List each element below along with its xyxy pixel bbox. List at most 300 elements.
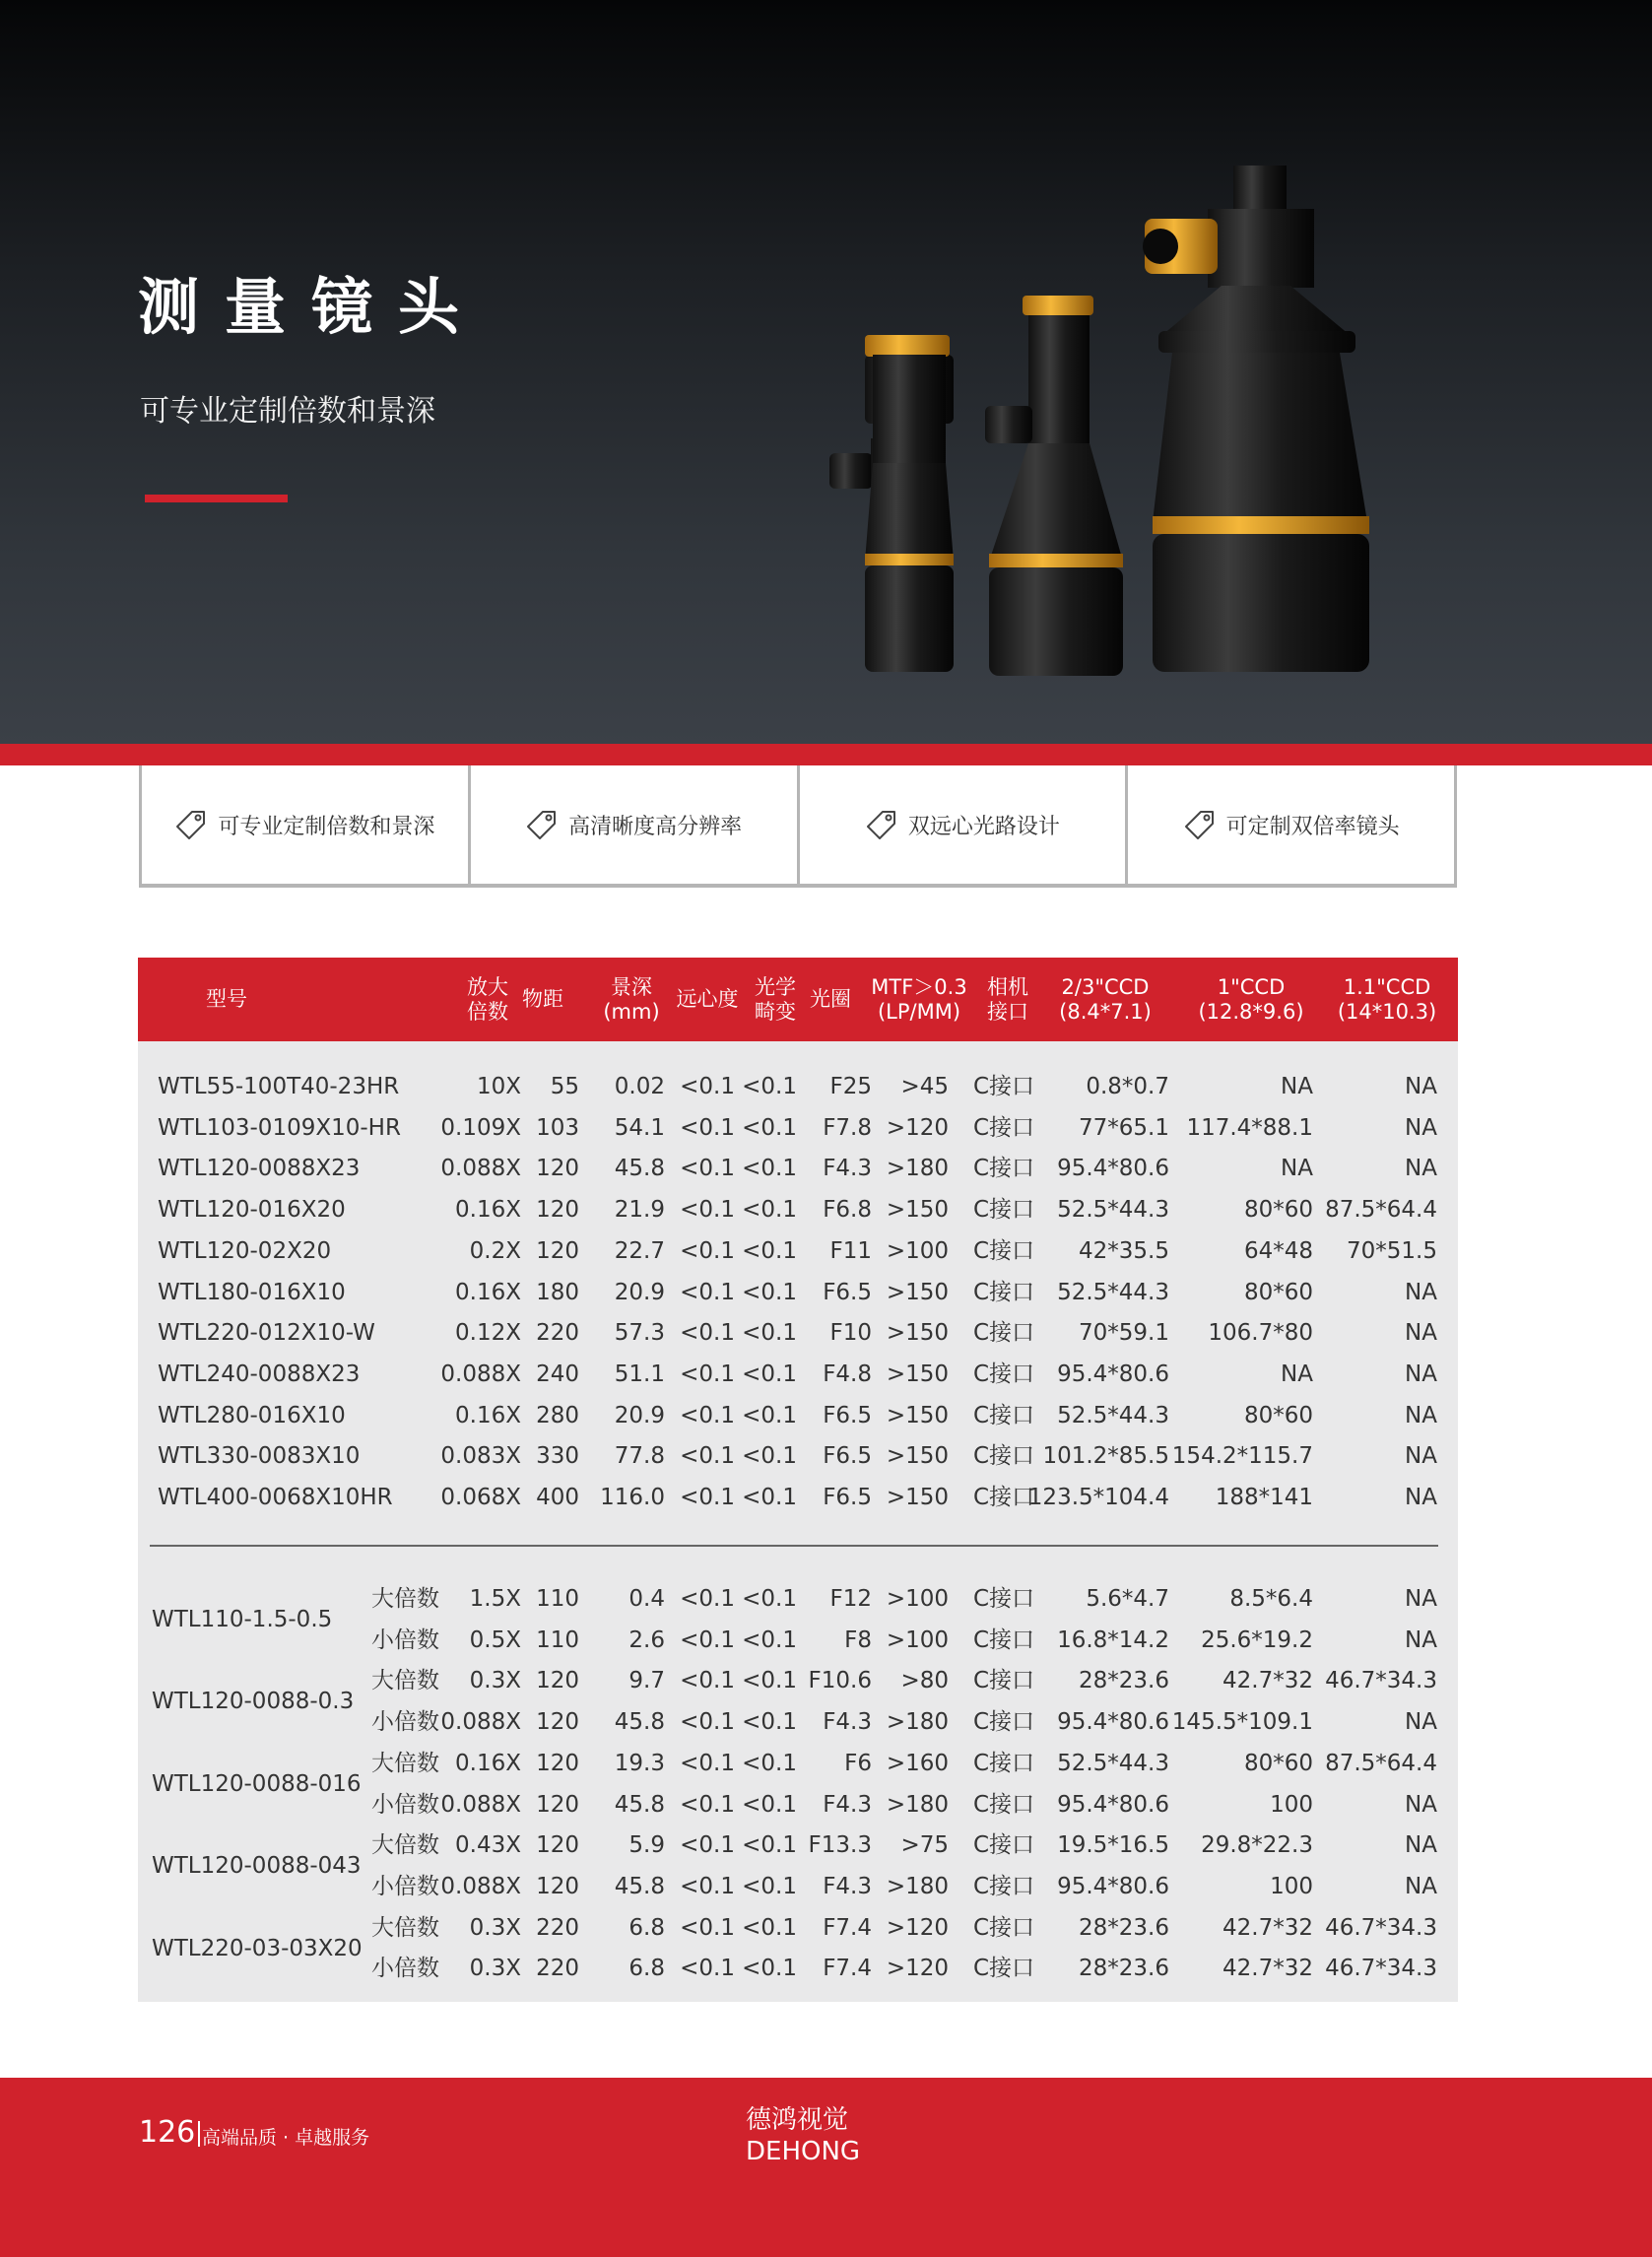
page-subtitle: 可专业定制倍数和景深	[140, 394, 435, 429]
hero-banner	[0, 0, 1652, 744]
cell-ccd-1-1: NA	[1405, 1156, 1437, 1182]
cell-mtf: >80	[900, 1668, 949, 1694]
cell-ccd-2-3: 28*23.6	[1079, 1956, 1169, 1982]
page-number: 126	[139, 2115, 196, 2150]
cell-ccd-1-1: NA	[1405, 1074, 1437, 1099]
cell-working-distance: 220	[536, 1320, 579, 1347]
table-row	[138, 1312, 1458, 1354]
cell-ccd-2-3: 52.5*44.3	[1057, 1197, 1169, 1224]
cell-distortion: <0.1	[742, 1156, 797, 1182]
cell-depth-of-field: 45.8	[614, 1873, 665, 1899]
cell-magnification: 0.16X	[455, 1402, 521, 1428]
cell-ccd-1: NA	[1281, 1074, 1313, 1099]
cell-depth-of-field: 19.3	[614, 1750, 665, 1776]
cell-magnification: 0.088X	[440, 1791, 521, 1818]
cell-depth-of-field: 116.0	[600, 1485, 665, 1510]
cell-zoom-level: 大倍数	[371, 1832, 439, 1859]
cell-ccd-1: NA	[1281, 1156, 1313, 1182]
table-row	[138, 1148, 1458, 1189]
cell-distortion: <0.1	[742, 1197, 797, 1224]
cell-mtf: >180	[886, 1791, 949, 1818]
cell-zoom-level: 大倍数	[371, 1668, 439, 1694]
cell-mtf: >45	[900, 1074, 949, 1099]
cell-telecentricity: <0.1	[680, 1832, 735, 1859]
table-row	[138, 1189, 1458, 1230]
cell-camera-mount: C接口	[972, 1402, 1034, 1428]
cell-aperture: F10	[829, 1320, 872, 1347]
cell-depth-of-field: 2.6	[628, 1626, 665, 1653]
cell-aperture: F7.4	[823, 1956, 872, 1982]
cell-magnification: 0.16X	[455, 1750, 521, 1776]
header-model: 型号	[206, 987, 247, 1011]
cell-telecentricity: <0.1	[680, 1586, 735, 1612]
cell-mtf: >75	[900, 1832, 949, 1859]
lens-medium	[985, 296, 1123, 676]
cell-model: WTL120-0088X23	[158, 1156, 361, 1182]
cell-model: WTL280-016X10	[158, 1402, 346, 1428]
table-row	[138, 1743, 1458, 1784]
cell-aperture: F4.3	[823, 1709, 872, 1736]
cell-ccd-2-3: 95.4*80.6	[1057, 1361, 1169, 1387]
cell-magnification: 0.068X	[440, 1485, 521, 1510]
cell-mtf: >150	[886, 1279, 949, 1305]
cell-camera-mount: C接口	[972, 1320, 1034, 1347]
cell-ccd-1-1: NA	[1405, 1485, 1437, 1510]
cell-aperture: F25	[829, 1074, 872, 1099]
cell-ccd-1: 8.5*6.4	[1229, 1586, 1313, 1612]
cell-telecentricity: <0.1	[680, 1750, 735, 1776]
feature-item	[797, 765, 1126, 884]
cell-ccd-2-3: 95.4*80.6	[1057, 1873, 1169, 1899]
cell-distortion: <0.1	[742, 1750, 797, 1776]
cell-mtf: >120	[886, 1956, 949, 1982]
cell-telecentricity: <0.1	[680, 1320, 735, 1347]
cell-ccd-1-1: NA	[1405, 1443, 1437, 1470]
cell-mtf: >180	[886, 1709, 949, 1736]
cell-telecentricity: <0.1	[680, 1668, 735, 1694]
cell-telecentricity: <0.1	[680, 1485, 735, 1510]
cell-magnification: 0.083X	[440, 1443, 521, 1470]
cell-depth-of-field: 51.1	[614, 1361, 665, 1387]
cell-working-distance: 110	[536, 1586, 579, 1612]
cell-depth-of-field: 21.9	[614, 1197, 665, 1224]
cell-camera-mount: C接口	[972, 1668, 1034, 1694]
cell-ccd-2-3: 5.6*4.7	[1086, 1586, 1169, 1612]
cell-working-distance: 120	[536, 1832, 579, 1859]
cell-distortion: <0.1	[742, 1074, 797, 1099]
group-model-name: WTL120-0088-043	[152, 1853, 362, 1880]
cell-magnification: 0.16X	[455, 1279, 521, 1305]
table-row	[138, 1620, 1458, 1661]
cell-ccd-2-3: 95.4*80.6	[1057, 1709, 1169, 1736]
cell-ccd-1-1: 46.7*34.3	[1325, 1956, 1437, 1982]
cell-distortion: <0.1	[742, 1873, 797, 1899]
cell-telecentricity: <0.1	[680, 1791, 735, 1818]
feature-label: 可专业定制倍数和景深	[218, 814, 435, 839]
cell-telecentricity: <0.1	[680, 1914, 735, 1941]
table-row	[138, 1066, 1458, 1107]
cell-ccd-1-1: 46.7*34.3	[1325, 1914, 1437, 1941]
table-row	[138, 1701, 1458, 1743]
cell-camera-mount: C接口	[972, 1443, 1034, 1470]
cell-camera-mount: C接口	[972, 1279, 1034, 1305]
table-header	[138, 958, 1458, 1041]
cell-telecentricity: <0.1	[680, 1197, 735, 1224]
cell-aperture: F4.3	[823, 1156, 872, 1182]
cell-ccd-2-3: 16.8*14.2	[1057, 1626, 1169, 1653]
cell-depth-of-field: 0.4	[628, 1586, 665, 1612]
cell-depth-of-field: 45.8	[614, 1791, 665, 1818]
cell-magnification: 0.088X	[440, 1156, 521, 1182]
cell-ccd-1: 100	[1270, 1791, 1313, 1818]
cell-aperture: F7.4	[823, 1914, 872, 1941]
cell-model: WTL220-012X10-W	[158, 1320, 375, 1347]
cell-magnification: 0.3X	[469, 1914, 521, 1941]
cell-mtf: >120	[886, 1914, 949, 1941]
cell-working-distance: 120	[536, 1750, 579, 1776]
cell-depth-of-field: 57.3	[614, 1320, 665, 1347]
cell-ccd-2-3: 52.5*44.3	[1057, 1279, 1169, 1305]
cell-ccd-1: 64*48	[1243, 1237, 1313, 1264]
cell-telecentricity: <0.1	[680, 1361, 735, 1387]
cell-magnification: 1.5X	[469, 1586, 521, 1612]
cell-working-distance: 110	[536, 1626, 579, 1653]
cell-ccd-1: 80*60	[1243, 1402, 1313, 1428]
cell-zoom-level: 小倍数	[371, 1626, 439, 1653]
cell-camera-mount: C接口	[972, 1485, 1034, 1510]
cell-model: WTL330-0083X10	[158, 1443, 361, 1470]
cell-magnification: 0.3X	[469, 1956, 521, 1982]
table-row	[138, 1107, 1458, 1149]
cell-ccd-1: 154.2*115.7	[1171, 1443, 1313, 1470]
cell-distortion: <0.1	[742, 1237, 797, 1264]
lens-small	[829, 335, 954, 672]
cell-model: WTL55-100T40-23HR	[158, 1074, 400, 1099]
cell-telecentricity: <0.1	[680, 1873, 735, 1899]
cell-mtf: >150	[886, 1443, 949, 1470]
table-row	[138, 1907, 1458, 1949]
cell-model: WTL400-0068X10HR	[158, 1485, 393, 1510]
cell-magnification: 10X	[476, 1074, 521, 1099]
cell-ccd-1-1: NA	[1405, 1361, 1437, 1387]
cell-telecentricity: <0.1	[680, 1074, 735, 1099]
cell-ccd-1: 100	[1270, 1873, 1313, 1899]
cell-aperture: F6.5	[823, 1485, 872, 1510]
cell-mtf: >120	[886, 1114, 949, 1141]
brand-name-cn: 德鸿视觉	[746, 2105, 849, 2135]
cell-camera-mount: C接口	[972, 1586, 1034, 1612]
feature-bar	[139, 765, 1457, 888]
cell-ccd-1: 117.4*88.1	[1186, 1114, 1313, 1141]
cell-mtf: >150	[886, 1320, 949, 1347]
cell-telecentricity: <0.1	[680, 1443, 735, 1470]
cell-ccd-2-3: 77*65.1	[1079, 1114, 1169, 1141]
cell-distortion: <0.1	[742, 1956, 797, 1982]
cell-working-distance: 55	[550, 1074, 579, 1099]
table-row	[138, 1660, 1458, 1701]
table-row	[138, 1948, 1458, 1989]
cell-zoom-level: 小倍数	[371, 1873, 439, 1899]
cell-distortion: <0.1	[742, 1361, 797, 1387]
cell-ccd-2-3: 95.4*80.6	[1057, 1156, 1169, 1182]
cell-magnification: 0.3X	[469, 1668, 521, 1694]
cell-model: WTL103-0109X10-HR	[158, 1114, 401, 1141]
cell-camera-mount: C接口	[972, 1709, 1034, 1736]
cell-depth-of-field: 45.8	[614, 1709, 665, 1736]
feature-item	[139, 765, 468, 884]
cell-ccd-1: 42.7*32	[1222, 1956, 1313, 1982]
header-ccd-1: 1"CCD (12.8*9.6)	[1198, 974, 1304, 1024]
cell-ccd-2-3: 28*23.6	[1079, 1914, 1169, 1941]
cell-ccd-2-3: 28*23.6	[1079, 1668, 1169, 1694]
cell-aperture: F6.5	[823, 1402, 872, 1428]
cell-telecentricity: <0.1	[680, 1709, 735, 1736]
group-model-name: WTL120-0088-016	[152, 1770, 362, 1797]
cell-camera-mount: C接口	[972, 1791, 1034, 1818]
header-mtf: MTF＞0.3 (LP/MM)	[871, 974, 967, 1024]
cell-working-distance: 120	[536, 1156, 579, 1182]
cell-depth-of-field: 77.8	[614, 1443, 665, 1470]
cell-working-distance: 120	[536, 1873, 579, 1899]
cell-mtf: >100	[886, 1626, 949, 1653]
tag-icon	[174, 808, 208, 841]
cell-distortion: <0.1	[742, 1791, 797, 1818]
table-row	[138, 1354, 1458, 1395]
cell-distortion: <0.1	[742, 1668, 797, 1694]
cell-distortion: <0.1	[742, 1832, 797, 1859]
cell-telecentricity: <0.1	[680, 1114, 735, 1141]
table-row	[138, 1784, 1458, 1826]
cell-magnification: 0.43X	[455, 1832, 521, 1859]
cell-camera-mount: C接口	[972, 1114, 1034, 1141]
cell-depth-of-field: 20.9	[614, 1279, 665, 1305]
cell-ccd-1: 188*141	[1215, 1485, 1313, 1510]
cell-camera-mount: C接口	[972, 1914, 1034, 1941]
cell-depth-of-field: 22.7	[614, 1237, 665, 1264]
header-telecentricity: 远心度	[676, 987, 739, 1011]
cell-ccd-1-1: NA	[1405, 1791, 1437, 1818]
cell-mtf: >150	[886, 1402, 949, 1428]
footer-separator	[198, 2121, 200, 2147]
cell-mtf: >100	[886, 1586, 949, 1612]
table-divider	[150, 1545, 1438, 1547]
lens-large	[1143, 166, 1369, 672]
cell-aperture: F6.8	[823, 1197, 872, 1224]
hero-red-strip	[0, 744, 1652, 765]
cell-aperture: F4.8	[823, 1361, 872, 1387]
table-row	[138, 1578, 1458, 1620]
cell-mtf: >160	[886, 1750, 949, 1776]
cell-distortion: <0.1	[742, 1586, 797, 1612]
cell-ccd-1-1: NA	[1405, 1402, 1437, 1428]
cell-aperture: F6.5	[823, 1279, 872, 1305]
cell-distortion: <0.1	[742, 1402, 797, 1428]
cell-ccd-1-1: NA	[1405, 1586, 1437, 1612]
cell-model: WTL120-016X20	[158, 1197, 346, 1224]
tag-icon	[865, 808, 898, 841]
cell-ccd-1: 106.7*80	[1208, 1320, 1313, 1347]
accent-line	[145, 495, 288, 502]
footer-slogan: 高端品质 · 卓越服务	[202, 2127, 370, 2149]
cell-zoom-level: 大倍数	[371, 1586, 439, 1612]
cell-magnification: 0.088X	[440, 1709, 521, 1736]
cell-ccd-2-3: 52.5*44.3	[1057, 1750, 1169, 1776]
cell-camera-mount: C接口	[972, 1156, 1034, 1182]
cell-working-distance: 120	[536, 1791, 579, 1818]
table-row	[138, 1435, 1458, 1477]
header-working-distance: 物距	[522, 987, 563, 1011]
cell-zoom-level: 小倍数	[371, 1791, 439, 1818]
cell-model: WTL120-02X20	[158, 1237, 332, 1264]
cell-ccd-1-1: NA	[1405, 1114, 1437, 1141]
header-aperture: 光圈	[810, 987, 851, 1011]
cell-aperture: F12	[829, 1586, 872, 1612]
cell-ccd-2-3: 101.2*85.5	[1042, 1443, 1169, 1470]
page-title: 测量镜头	[138, 271, 486, 343]
header-depth-of-field: 景深 (mm)	[603, 974, 660, 1024]
feature-label: 双远心光路设计	[907, 814, 1060, 839]
cell-working-distance: 220	[536, 1956, 579, 1982]
cell-ccd-1-1: NA	[1405, 1279, 1437, 1305]
group-model-name: WTL110-1.5-0.5	[152, 1607, 333, 1632]
feature-label: 可定制双倍率镜头	[1225, 814, 1400, 839]
cell-magnification: 0.109X	[440, 1114, 521, 1141]
cell-zoom-level: 小倍数	[371, 1956, 439, 1982]
cell-aperture: F10.6	[808, 1668, 872, 1694]
cell-ccd-1-1: 87.5*64.4	[1325, 1197, 1437, 1224]
feature-item	[468, 765, 797, 884]
cell-camera-mount: C接口	[972, 1074, 1034, 1099]
cell-aperture: F4.3	[823, 1873, 872, 1899]
tag-icon	[525, 808, 559, 841]
cell-aperture: F6.5	[823, 1443, 872, 1470]
cell-distortion: <0.1	[742, 1279, 797, 1305]
cell-working-distance: 120	[536, 1237, 579, 1264]
cell-telecentricity: <0.1	[680, 1956, 735, 1982]
feature-item	[1125, 765, 1457, 884]
cell-ccd-1: 42.7*32	[1222, 1914, 1313, 1941]
table-row	[138, 1825, 1458, 1866]
cell-mtf: >150	[886, 1485, 949, 1510]
cell-magnification: 0.2X	[469, 1237, 521, 1264]
feature-label: 高清晰度高分辨率	[568, 814, 743, 839]
cell-camera-mount: C接口	[972, 1626, 1034, 1653]
cell-distortion: <0.1	[742, 1914, 797, 1941]
cell-ccd-1: 80*60	[1243, 1279, 1313, 1305]
cell-ccd-1-1: NA	[1405, 1832, 1437, 1859]
cell-ccd-1: 25.6*19.2	[1201, 1626, 1313, 1653]
cell-ccd-1: 42.7*32	[1222, 1668, 1313, 1694]
group-model-name: WTL120-0088-0.3	[152, 1689, 355, 1715]
cell-mtf: >100	[886, 1237, 949, 1264]
cell-ccd-2-3: 52.5*44.3	[1057, 1402, 1169, 1428]
cell-ccd-1-1: NA	[1405, 1709, 1437, 1736]
cell-ccd-1: 80*60	[1243, 1750, 1313, 1776]
group-model-name: WTL220-03-03X20	[152, 1935, 363, 1961]
header-camera-mount: 相机 接口	[987, 974, 1028, 1024]
cell-camera-mount: C接口	[972, 1873, 1034, 1899]
cell-mtf: >150	[886, 1361, 949, 1387]
table-row	[138, 1230, 1458, 1272]
cell-depth-of-field: 54.1	[614, 1114, 665, 1141]
header-distortion: 光学 畸变	[755, 974, 796, 1024]
table-row	[138, 1272, 1458, 1313]
cell-depth-of-field: 20.9	[614, 1402, 665, 1428]
cell-camera-mount: C接口	[972, 1361, 1034, 1387]
cell-working-distance: 240	[536, 1361, 579, 1387]
cell-aperture: F13.3	[808, 1832, 872, 1859]
cell-camera-mount: C接口	[972, 1956, 1034, 1982]
cell-zoom-level: 大倍数	[371, 1750, 439, 1776]
cell-model: WTL180-016X10	[158, 1279, 346, 1305]
brand-name-en: DEHONG	[746, 2137, 861, 2166]
cell-distortion: <0.1	[742, 1114, 797, 1141]
cell-ccd-1-1: 87.5*64.4	[1325, 1750, 1437, 1776]
cell-magnification: 0.16X	[455, 1197, 521, 1224]
cell-working-distance: 220	[536, 1914, 579, 1941]
cell-camera-mount: C接口	[972, 1197, 1034, 1224]
cell-distortion: <0.1	[742, 1626, 797, 1653]
cell-depth-of-field: 0.02	[614, 1074, 665, 1099]
cell-magnification: 0.088X	[440, 1873, 521, 1899]
cell-ccd-1-1: 46.7*34.3	[1325, 1668, 1437, 1694]
lens-product-image	[827, 148, 1379, 690]
cell-working-distance: 120	[536, 1709, 579, 1736]
cell-ccd-1: 80*60	[1243, 1197, 1313, 1224]
cell-magnification: 0.5X	[469, 1626, 521, 1653]
cell-working-distance: 120	[536, 1668, 579, 1694]
cell-working-distance: 400	[536, 1485, 579, 1510]
cell-ccd-1-1: 70*51.5	[1347, 1237, 1437, 1264]
cell-working-distance: 103	[536, 1114, 579, 1141]
cell-distortion: <0.1	[742, 1485, 797, 1510]
cell-ccd-2-3: 42*35.5	[1079, 1237, 1169, 1264]
table-row	[138, 1477, 1458, 1518]
cell-aperture: F4.3	[823, 1791, 872, 1818]
cell-ccd-1-1: NA	[1405, 1626, 1437, 1653]
cell-zoom-level: 大倍数	[371, 1914, 439, 1941]
cell-depth-of-field: 6.8	[628, 1914, 665, 1941]
header-ccd-1-1: 1.1"CCD (14*10.3)	[1337, 974, 1437, 1024]
cell-camera-mount: C接口	[972, 1750, 1034, 1776]
cell-working-distance: 330	[536, 1443, 579, 1470]
cell-depth-of-field: 9.7	[628, 1668, 665, 1694]
cell-aperture: F8	[844, 1626, 872, 1653]
tag-icon	[1183, 808, 1217, 841]
cell-working-distance: 120	[536, 1197, 579, 1224]
header-magnification: 放大 倍数	[467, 974, 508, 1024]
cell-distortion: <0.1	[742, 1709, 797, 1736]
cell-depth-of-field: 45.8	[614, 1156, 665, 1182]
cell-telecentricity: <0.1	[680, 1237, 735, 1264]
cell-telecentricity: <0.1	[680, 1156, 735, 1182]
cell-working-distance: 280	[536, 1402, 579, 1428]
cell-ccd-1-1: NA	[1405, 1873, 1437, 1899]
cell-working-distance: 180	[536, 1279, 579, 1305]
table-row	[138, 1395, 1458, 1436]
cell-ccd-2-3: 95.4*80.6	[1057, 1791, 1169, 1818]
cell-ccd-1: 29.8*22.3	[1201, 1832, 1313, 1859]
cell-model: WTL240-0088X23	[158, 1361, 361, 1387]
header-ccd-2-3: 2/3"CCD (8.4*7.1)	[1059, 974, 1152, 1024]
cell-magnification: 0.088X	[440, 1361, 521, 1387]
brand-name	[746, 2104, 860, 2167]
cell-magnification: 0.12X	[455, 1320, 521, 1347]
cell-camera-mount: C接口	[972, 1832, 1034, 1859]
cell-depth-of-field: 6.8	[628, 1956, 665, 1982]
cell-aperture: F6	[844, 1750, 872, 1776]
footer	[0, 2078, 1652, 2257]
